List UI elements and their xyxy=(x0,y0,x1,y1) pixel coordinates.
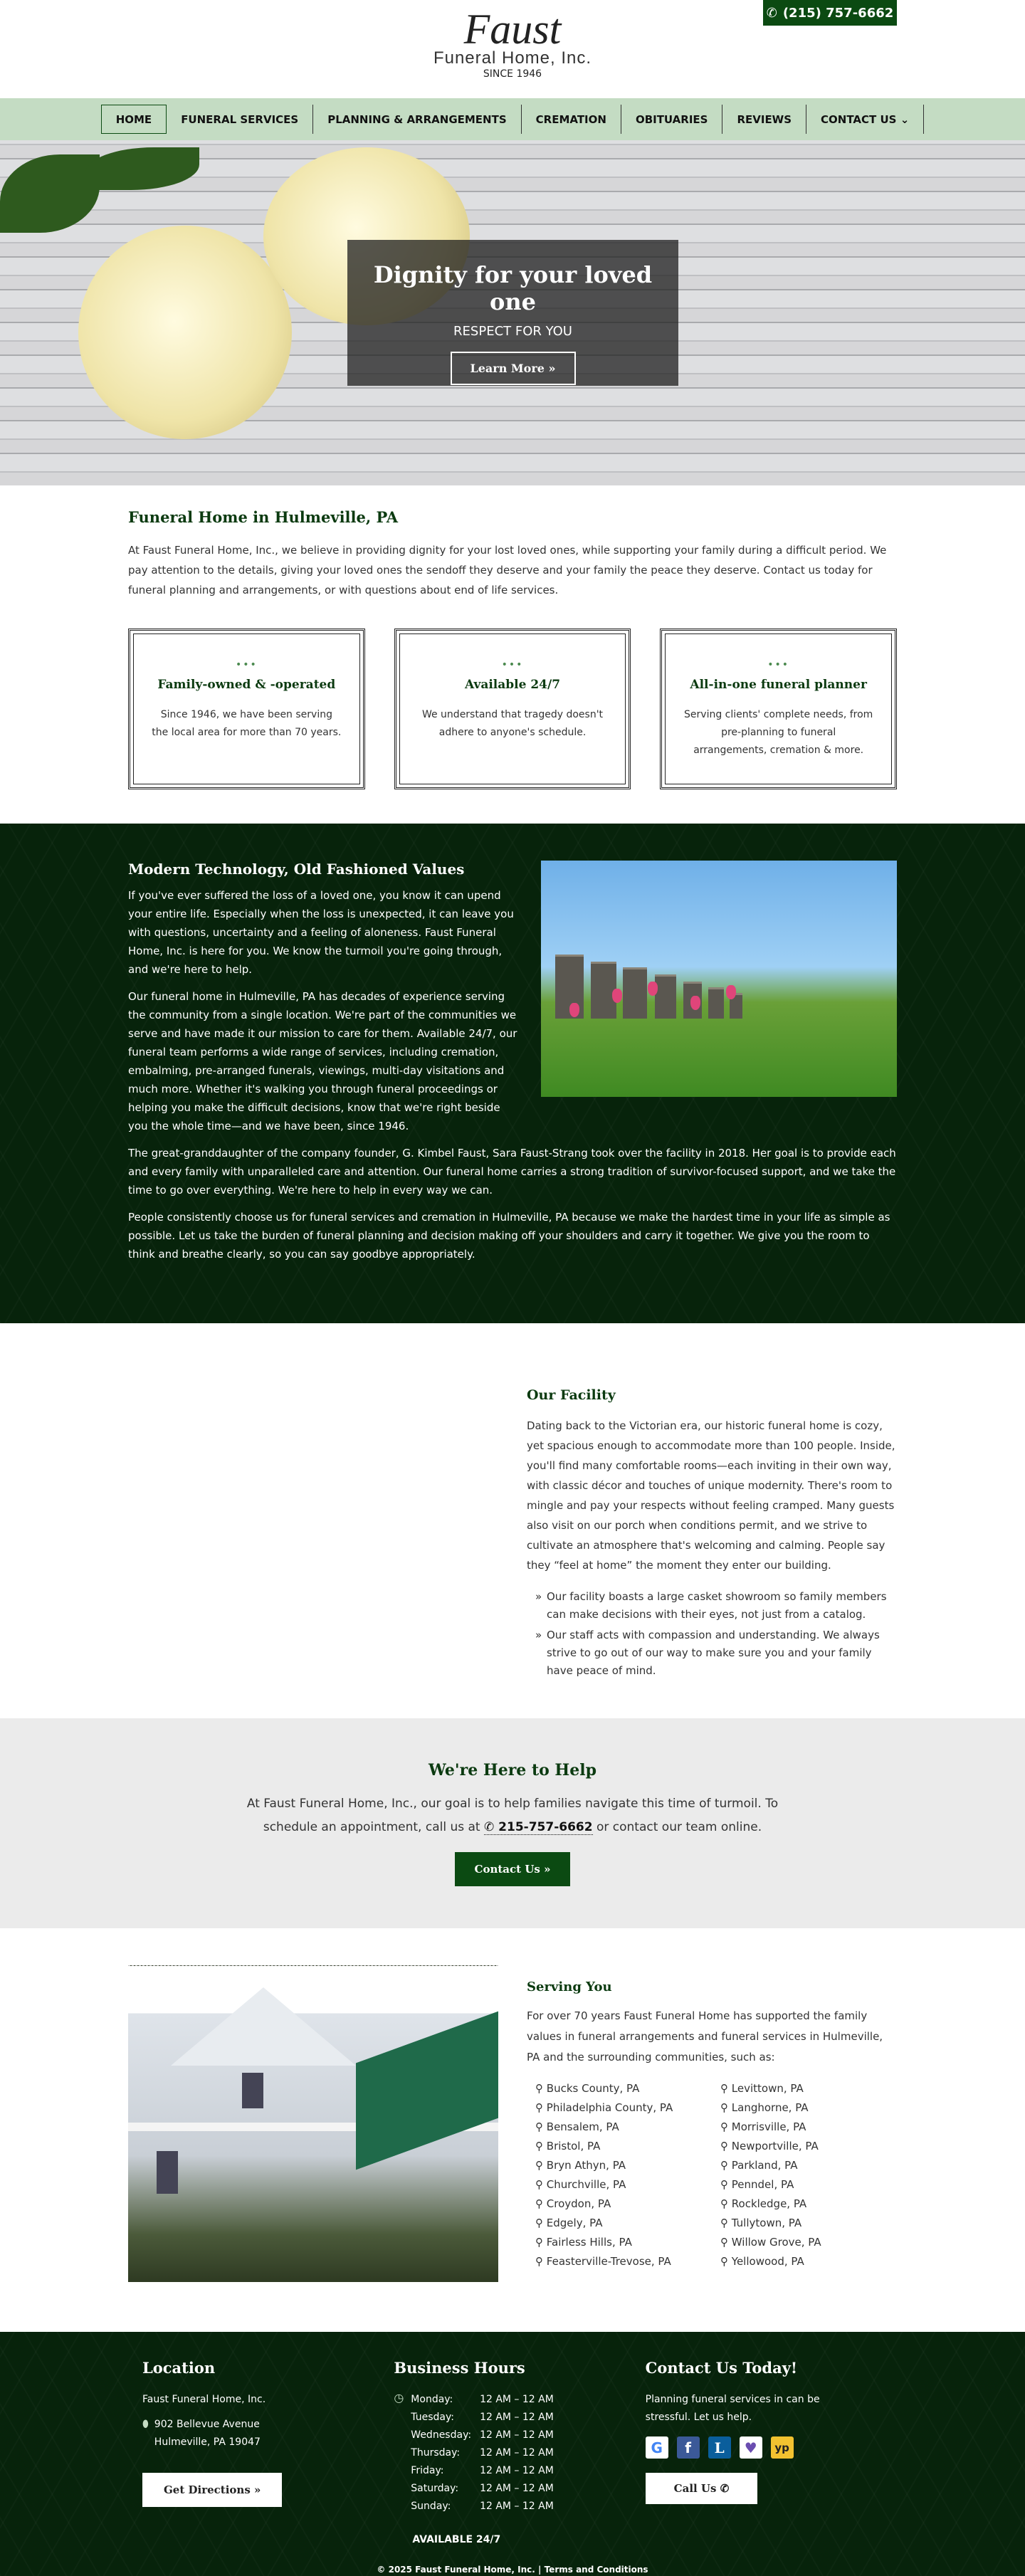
town-name: Langhorne, PA xyxy=(731,2101,809,2114)
town-name: Penndel, PA xyxy=(731,2178,794,2191)
town-name: Croydon, PA xyxy=(546,2197,611,2210)
hours-time: 12 AM – 12 AM xyxy=(480,2429,554,2441)
town-name: Fairless Hills, PA xyxy=(546,2236,632,2249)
hours-table xyxy=(411,2391,554,2515)
map-pin-icon: ⚲ xyxy=(535,2101,543,2114)
feature-card xyxy=(128,629,365,789)
town-name: Bensalem, PA xyxy=(546,2120,619,2133)
location-address xyxy=(142,2416,394,2451)
town-item xyxy=(712,2079,897,2098)
hours-row xyxy=(411,2462,554,2480)
facebook-icon[interactable]: f xyxy=(677,2436,700,2459)
leaf-image xyxy=(0,154,100,233)
feature-card xyxy=(660,629,897,789)
nav-obituaries[interactable]: OBITUARIES xyxy=(621,105,723,134)
map-pin-icon: ⚲ xyxy=(720,2120,728,2133)
learn-more-label: Learn More xyxy=(470,362,545,375)
hours-time: 12 AM – 12 AM xyxy=(480,2483,554,2494)
nav-contact-us[interactable] xyxy=(806,105,924,134)
hero xyxy=(0,140,1025,485)
town-item xyxy=(527,2252,712,2271)
town-name: Bryn Athyn, PA xyxy=(546,2159,626,2172)
address-city: Hulmeville, PA 19047 xyxy=(154,2436,261,2448)
hours-time: 12 AM – 12 AM xyxy=(480,2394,554,2405)
nav-funeral-services[interactable]: FUNERAL SERVICES xyxy=(167,105,313,134)
hours-row xyxy=(411,2498,554,2515)
hours-day: Thursday: xyxy=(411,2447,461,2459)
footer-location xyxy=(142,2359,394,2549)
hours-row xyxy=(411,2391,554,2409)
tech-section xyxy=(0,824,1025,1323)
town-item xyxy=(527,2156,712,2175)
town-name: Parkland, PA xyxy=(731,2159,798,2172)
hours-day: Monday: xyxy=(411,2394,453,2405)
town-name: Rockledge, PA xyxy=(731,2197,807,2210)
copyright: © 2025 Faust Funeral Home, Inc. | Terms and Conditions xyxy=(377,2565,648,2575)
feature-card xyxy=(394,629,631,789)
footer-contact xyxy=(646,2359,897,2549)
nav-home[interactable]: HOME xyxy=(101,105,167,134)
towns-list xyxy=(527,2079,897,2271)
rose-image xyxy=(78,226,292,439)
hours-day: Wednesday: xyxy=(411,2429,472,2441)
town-name: Churchville, PA xyxy=(546,2178,626,2191)
facility-heading: Our Facility xyxy=(527,1387,616,1403)
town-name: Philadelphia County, PA xyxy=(546,2101,673,2114)
logo-script: Faust xyxy=(463,6,562,53)
facility-section xyxy=(128,1323,897,1718)
tech-paragraph: The great-granddaughter of the company founder, G. Kimbel Faust, Sara Faust-Strang took over the facility in 2018. Her goal is to provide each and every family with unparalleled care and attention. Our funeral home carries a strong tradition of survivor-focused support, and we take the time to go over everything. We're here to help in every way we can. xyxy=(128,1147,896,1197)
help-phone: 215-757-6662 xyxy=(498,1820,593,1834)
map-pin-icon: ⚲ xyxy=(720,2140,728,2152)
get-directions-button[interactable]: Get Directions » xyxy=(142,2473,282,2507)
phone-icon: ✆ xyxy=(484,1820,495,1834)
town-item xyxy=(712,2175,897,2194)
hero-title: Dignity for your loved one xyxy=(373,261,653,315)
card-title: Available 24/7 xyxy=(464,678,561,692)
map-pin-icon: ⚲ xyxy=(535,2178,543,2191)
copyright-text: © 2025 Faust Funeral Home, Inc. xyxy=(377,2565,535,2575)
map-pin-icon: ⚲ xyxy=(535,2197,543,2210)
legacy-icon[interactable]: L xyxy=(708,2436,731,2459)
site-header xyxy=(0,0,1025,98)
terms-link[interactable]: Terms and Conditions xyxy=(544,2565,648,2575)
hours-time: 12 AM – 12 AM xyxy=(480,2412,554,2423)
town-item xyxy=(527,2175,712,2194)
logo-since: SINCE 1946 xyxy=(483,68,542,80)
hours-day: Tuesday: xyxy=(411,2412,454,2423)
town-item xyxy=(527,2214,712,2233)
address-street: 902 Bellevue Avenue xyxy=(154,2419,260,2430)
tech-paragraph: People consistently choose us for funeral services and cremation in Hulmeville, PA because we make the hardest time in your life as simple as possible. Let us take the burden of funeral planning and decision making off your shoulders and carry it together. We give you the room to think and breathe clearly, so you can say goodbye appropriately. xyxy=(128,1211,890,1261)
caring-icon[interactable]: ♥ xyxy=(740,2436,762,2459)
map-pin-icon: ⚲ xyxy=(535,2082,543,2095)
funeral-home-image xyxy=(128,1965,498,2282)
town-item xyxy=(712,2252,897,2271)
map-pin-icon: ⚲ xyxy=(720,2159,728,2172)
town-item xyxy=(527,2137,712,2156)
map-pin-icon: ⚲ xyxy=(720,2101,728,2114)
map-pin-icon: ⚲ xyxy=(535,2236,543,2249)
call-us-label: Call Us xyxy=(673,2482,717,2495)
town-item xyxy=(712,2214,897,2233)
help-text xyxy=(228,1792,797,1839)
cemetery-image xyxy=(541,861,897,1097)
facility-bullet xyxy=(527,1626,897,1680)
map-pin-icon: ⚲ xyxy=(535,2159,543,2172)
map-pin-icon: ⚲ xyxy=(720,2255,728,2268)
hours-row xyxy=(411,2480,554,2498)
card-title: All-in-one funeral planner xyxy=(690,678,867,692)
logo[interactable] xyxy=(420,6,605,80)
town-item xyxy=(527,2079,712,2098)
town-name: Bucks County, PA xyxy=(546,2082,640,2095)
town-name: Morrisville, PA xyxy=(731,2120,806,2133)
hours-day: Sunday: xyxy=(411,2501,451,2512)
card-text: Serving clients' complete needs, from pre-planning to funeral arrangements, cremation & more. xyxy=(684,709,873,756)
map-pin-icon: ⚲ xyxy=(720,2217,728,2229)
tech-paragraph: If you've ever suffered the loss of a loved one, you know it can upend your entire life. Especially when the loss is unexpected, it can leave you with questions, uncertainty and a feeling of aloneness. Faust Funeral Home, Inc. is here for you. We know the turmoil you're going through, and we're here to help. xyxy=(128,889,514,976)
nav-contact-label: CONTACT US xyxy=(821,112,897,126)
town-name: Bristol, PA xyxy=(546,2140,601,2152)
contact-heading: Contact Us Today! xyxy=(645,2359,798,2377)
card-text: We understand that tragedy doesn't adhere to anyone's schedule. xyxy=(421,709,604,738)
nav-planning[interactable]: PLANNING & ARRANGEMENTS xyxy=(313,105,521,134)
nav-reviews[interactable]: REVIEWS xyxy=(722,105,806,134)
town-item xyxy=(712,2194,897,2214)
town-name: Yellowood, PA xyxy=(731,2255,804,2268)
map-pin-icon: ⬮ xyxy=(142,2419,149,2430)
card-text: Since 1946, we have been serving the local area for more than 70 years. xyxy=(152,709,342,738)
hours-day: Friday: xyxy=(411,2465,444,2476)
phone-icon: ✆ xyxy=(766,5,777,21)
help-heading: We're Here to Help xyxy=(429,1761,596,1779)
chevron-right-icon: » xyxy=(535,1590,542,1603)
map-pin-icon: ⚲ xyxy=(720,2197,728,2210)
map-pin-icon: ⚲ xyxy=(535,2255,543,2268)
chevron-down-icon: ⌄ xyxy=(900,112,910,126)
tech-paragraph: Our funeral home in Hulmeville, PA has decades of experience serving the community from a single location. We're part of the communities we serve and have made it our mission to care for them. Available 24/7, our funeral team performs a wide range of services, including cremation, embalming, pre-arranged funerals, viewings, multi-day visitations and much more. Whether it's walking you through funeral proceedings or helping you make the difficult decisions, know that we're right beside you the whole time—and we have been, since 1946. xyxy=(128,990,517,1132)
help-text-after: or contact our team online. xyxy=(592,1820,762,1834)
map-pin-icon: ⚲ xyxy=(535,2120,543,2133)
header-phone-button[interactable] xyxy=(763,0,897,26)
town-item xyxy=(527,2098,712,2118)
leaf-image xyxy=(85,147,199,190)
town-item xyxy=(712,2156,897,2175)
town-item xyxy=(527,2118,712,2137)
bullet-text: Our staff acts with compassion and understanding. We always strive to go out of our way to make sure you and your family have peace of mind. xyxy=(547,1629,880,1677)
serving-heading: Serving You xyxy=(527,1980,612,1994)
town-name: Willow Grove, PA xyxy=(731,2236,821,2249)
town-name: Levittown, PA xyxy=(731,2082,804,2095)
town-name: Tullytown, PA xyxy=(731,2217,802,2229)
hours-time: 12 AM – 12 AM xyxy=(480,2447,554,2459)
contact-us-label: Contact Us xyxy=(474,1863,540,1876)
tech-heading: Modern Technology, Old Fashioned Values xyxy=(128,861,465,878)
serving-section xyxy=(128,1928,897,2332)
intro-section xyxy=(128,485,897,824)
call-us-button[interactable] xyxy=(646,2473,758,2504)
hours-row xyxy=(411,2427,554,2444)
header-phone: (215) 757-6662 xyxy=(782,5,894,21)
hero-subtitle: RESPECT FOR YOU xyxy=(453,324,572,339)
serving-text: For over 70 years Faust Funeral Home has supported the family values in funeral arrangements and funeral services in Hulmeville, PA and the surrounding communities, such as: xyxy=(527,2009,883,2064)
intro-heading: Funeral Home in Hulmeville, PA xyxy=(128,508,399,526)
help-text-before: At Faust Funeral Home, Inc., our goal is to help families navigate this time of turmoil. To schedule an appointment, call us at xyxy=(246,1797,779,1834)
help-section xyxy=(0,1718,1025,1928)
main-nav xyxy=(0,98,1025,140)
dots-icon: ••• xyxy=(767,659,790,671)
map-pin-icon: ⚲ xyxy=(720,2082,728,2095)
get-directions-label: Get Directions xyxy=(164,2483,251,2496)
hours-row xyxy=(411,2444,554,2462)
phone-icon: ✆ xyxy=(720,2482,730,2495)
map-pin-icon: ⚲ xyxy=(720,2178,728,2191)
hours-row xyxy=(411,2409,554,2427)
town-name: Edgely, PA xyxy=(546,2217,603,2229)
footer-hours xyxy=(394,2359,645,2549)
learn-more-button[interactable]: Learn More » xyxy=(451,352,576,385)
contact-us-button[interactable]: Contact Us » xyxy=(455,1852,571,1886)
yellowpages-icon[interactable]: yp xyxy=(771,2436,794,2459)
logo-name: Funeral Home, Inc. xyxy=(433,48,592,68)
contact-text: Planning funeral services in can be stressful. Let us help. xyxy=(645,2394,820,2423)
town-item xyxy=(527,2194,712,2214)
hours-time: 12 AM – 12 AM xyxy=(480,2501,554,2512)
hours-day: Saturday: xyxy=(411,2483,459,2494)
clock-icon: ◷ xyxy=(394,2391,404,2404)
dots-icon: ••• xyxy=(501,659,524,671)
bullet-text: Our facility boasts a large casket showroom so family members can make decisions with their eyes, not just from a catalog. xyxy=(547,1590,887,1621)
location-heading: Location xyxy=(142,2359,216,2377)
facility-text: Dating back to the Victorian era, our historic funeral home is cozy, yet spacious enough to accommodate more than 100 people. Inside, you'll find many comfortable rooms—each inviting in their own way, with classic décor and touches of unique modernity. There's room to mingle and pay your respects without feeling cramped. Many guests also visit on our porch when conditions permit, and we strive to cultivate an atmosphere that's welcoming and calming. People say they “feel at home” the moment they enter our building. xyxy=(527,1419,895,1572)
chevron-right-icon: » xyxy=(535,1629,542,1641)
hours-heading: Business Hours xyxy=(394,2359,525,2377)
location-name: Faust Funeral Home, Inc. xyxy=(142,2394,266,2405)
card-title: Family-owned & -operated xyxy=(157,678,336,692)
town-item xyxy=(712,2137,897,2156)
map-pin-icon: ⚲ xyxy=(535,2217,543,2229)
map-pin-icon: ⚲ xyxy=(720,2236,728,2249)
town-item xyxy=(712,2233,897,2252)
map-pin-icon: ⚲ xyxy=(535,2140,543,2152)
nav-cremation[interactable]: CREMATION xyxy=(522,105,621,134)
town-name: Newportville, PA xyxy=(731,2140,819,2152)
town-item xyxy=(527,2233,712,2252)
google-icon[interactable]: G xyxy=(646,2436,668,2459)
hero-overlay xyxy=(347,240,678,386)
town-name: Feasterville-Trevose, PA xyxy=(546,2255,671,2268)
facility-bullet xyxy=(527,1588,897,1624)
dots-icon: ••• xyxy=(235,659,258,671)
help-phone-link[interactable] xyxy=(484,1820,593,1835)
town-item xyxy=(712,2118,897,2137)
site-footer xyxy=(0,2332,1025,2576)
hours-time: 12 AM – 12 AM xyxy=(480,2465,554,2476)
town-item xyxy=(712,2098,897,2118)
hours-note: AVAILABLE 24/7 xyxy=(412,2534,501,2545)
intro-text: At Faust Funeral Home, Inc., we believe in providing dignity for your lost loved ones, while supporting your family during a difficult period. We pay attention to the details, giving your loved ones the sendoff they deserve and your family the peace they deserve. Contact us today for funeral planning and arrangements, or with questions about end of life services. xyxy=(128,544,887,596)
